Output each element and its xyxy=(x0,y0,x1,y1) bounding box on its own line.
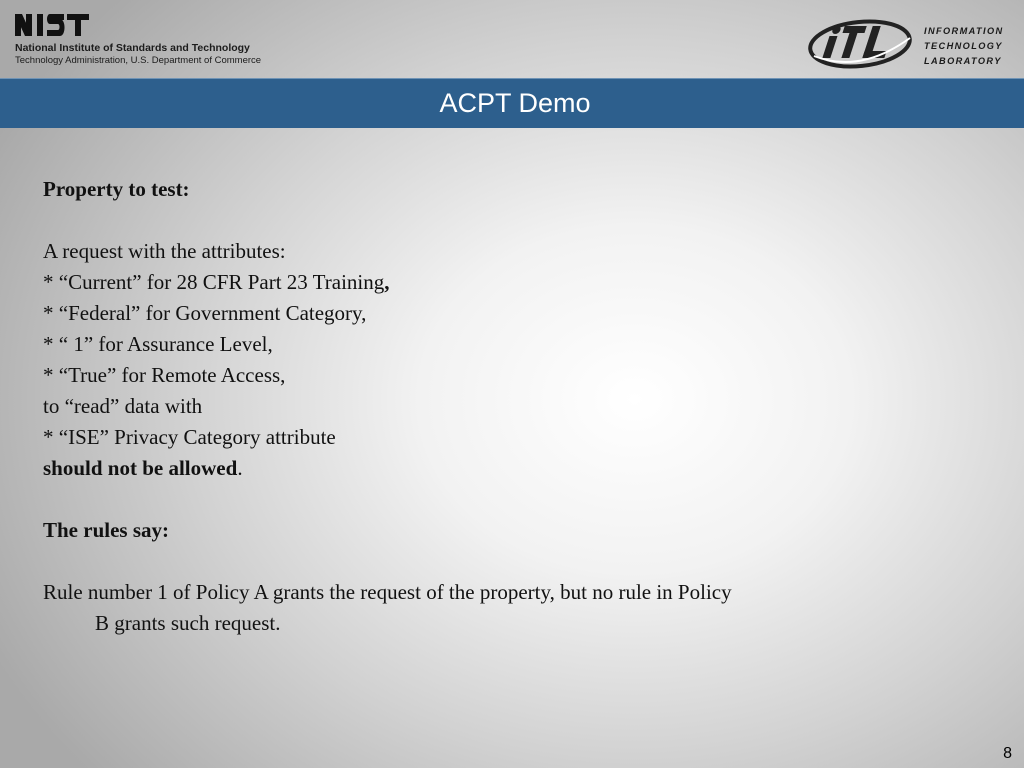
rule-line-1: Rule number 1 of Policy A grants the request of the property, but no rule in Policy xyxy=(43,580,732,604)
conclusion-bold: should not be allowed xyxy=(43,456,238,480)
attribute-line-2: * “Federal” for Government Category, xyxy=(43,301,367,325)
slide-title: ACPT Demo xyxy=(439,88,591,118)
attribute-line-1 xyxy=(43,267,943,298)
itl-line-information: INFORMATION xyxy=(924,26,1004,36)
spacer xyxy=(43,546,943,577)
attribute-line-5: * “ISE” Privacy Category attribute xyxy=(43,425,336,449)
attribute-1-comma: , xyxy=(384,270,390,294)
property-heading: Property to test: xyxy=(43,177,190,201)
nist-full-name: National Institute of Standards and Technology xyxy=(15,42,250,54)
rule-line-2: B grants such request. xyxy=(95,611,281,635)
slide-header xyxy=(0,0,1024,78)
attribute-1-text: * “Current” for 28 CFR Part 23 Training xyxy=(43,270,385,294)
spacer xyxy=(43,484,943,515)
attribute-line-3: * “ 1” for Assurance Level, xyxy=(43,332,273,356)
itl-lab-name xyxy=(924,24,1024,69)
spacer xyxy=(43,205,943,236)
page-number: 8 xyxy=(1003,745,1012,762)
slide-body xyxy=(43,174,943,639)
conclusion-period: . xyxy=(237,456,243,480)
request-intro: A request with the attributes: xyxy=(43,239,286,263)
nist-department: Technology Administration, U.S. Department of Commerce xyxy=(15,55,262,66)
conclusion-line xyxy=(43,453,943,484)
attribute-line-4: * “True” for Remote Access, xyxy=(43,363,286,387)
title-bar xyxy=(0,78,1024,128)
itl-line-technology: TECHNOLOGY xyxy=(924,41,1003,51)
itl-logo-icon xyxy=(806,16,918,72)
rules-heading: The rules say: xyxy=(43,518,169,542)
read-line: to “read” data with xyxy=(43,394,203,418)
nist-wordmark xyxy=(12,12,92,40)
itl-line-laboratory: LABORATORY xyxy=(924,56,1002,66)
